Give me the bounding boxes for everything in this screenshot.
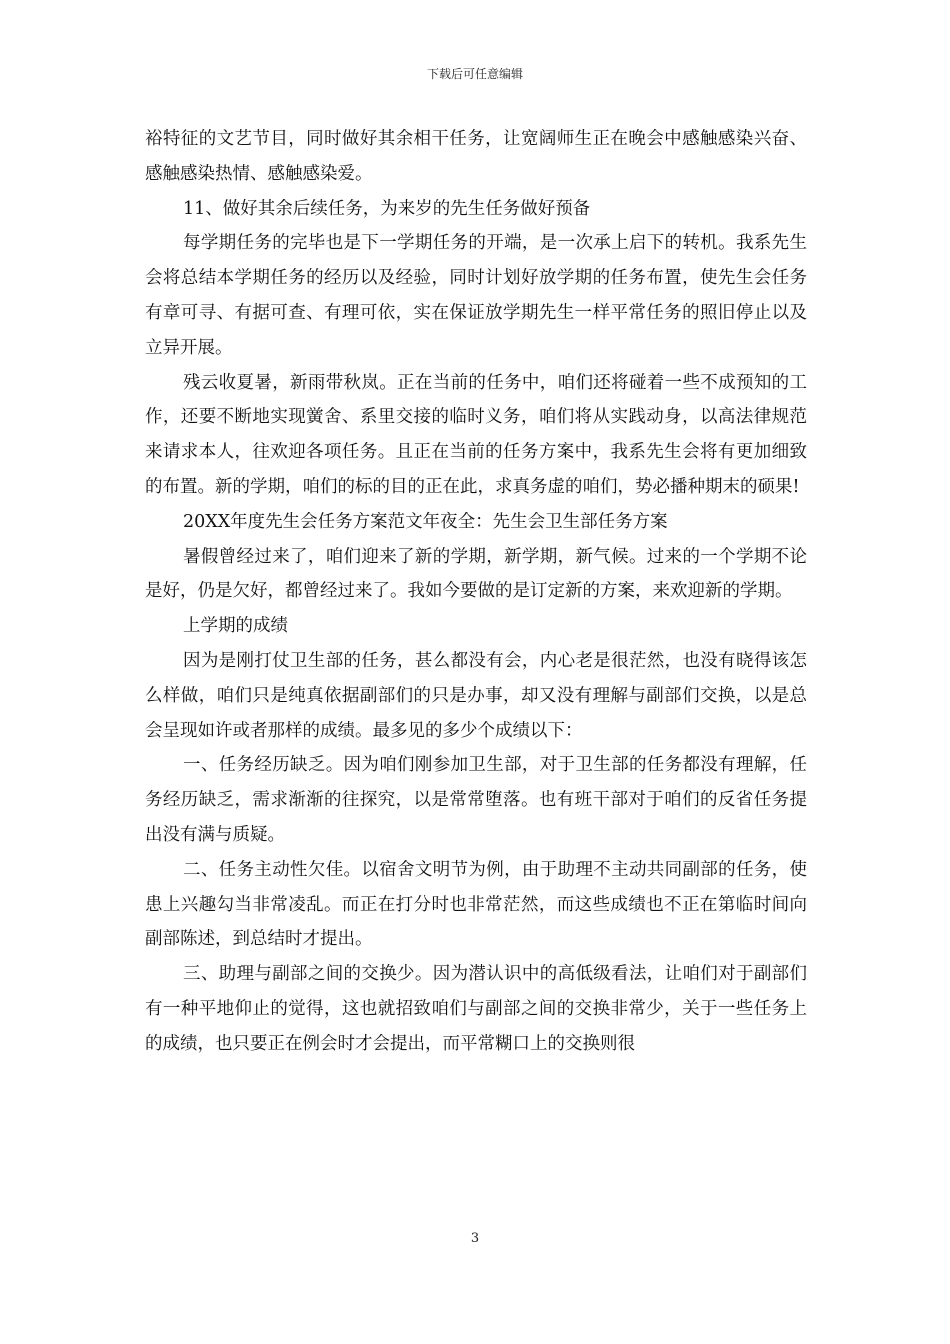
paragraph-3: 每学期任务的完毕也是下一学期任务的开端，是一次承上启下的转机。我系先生会将总结本学期任务的经历以及经验，同时计划好放学期的任务布置，使先生会任务有章可寻、有据可查、有理可依，实在保证放学期先生一样平常任务的照旧停止以及立异开展。: [145, 233, 807, 358]
paragraph-9: 一、任务经历缺乏。因为咱们刚参加卫生部，对于卫生部的任务都没有理解，任务经历缺乏，需求渐渐的往探究，以是常常堕落。也有班干部对于咱们的反省任务提出没有满与质疑。: [145, 755, 807, 845]
document-body: [145, 122, 807, 1062]
paragraph-7-heading: 上学期的成绩: [183, 616, 288, 637]
paragraph-11: 三、助理与副部之间的交换少。因为潜认识中的高低级看法，让咱们对于副部们有一种平地仰止的觉得，这也就招致咱们与副部之间的交换非常少，关于一些任务上的成绩，也只要正在例会时才会提出，而平常糊口上的交换则很: [145, 964, 807, 1054]
paragraph-1: 裕特征的文艺节目，同时做好其余相干任务，让宽阔师生正在晚会中感触感染兴奋、感触感染热情、感触感染爱。: [145, 129, 807, 184]
paragraph-5-heading: 20XX年度先生会任务方案范文年夜全：先生会卫生部任务方案: [183, 511, 668, 532]
paragraph-4: 残云收夏暑，新雨带秋岚。正在当前的任务中，咱们还将碰着一些不成预知的工作，还要不断地实现黉舍、系里交接的临时义务，咱们将从实践动身，以高法律规范来请求本人，往欢迎各项任务。且正在当前的任务方案中，我系先生会将有更加细致的布置。新的学期，咱们的标的目的正在此，求真务虚的咱们，势必播种期末的硕果!: [145, 372, 807, 497]
paragraph-8: 因为是刚打仗卫生部的任务，甚么都没有会，内心老是很茫然，也没有晓得该怎么样做，咱们只是纯真依据副部们的只是办事，却又没有理解与副部们交换，以是总会呈现如许或者那样的成绩。最多见的多少个成绩以下：: [145, 650, 807, 741]
paragraph-6: 暑假曾经过来了，咱们迎来了新的学期，新学期，新气候。过来的一个学期不论是好，仍是欠好，都曾经过来了。我如今要做的是订定新的方案，来欢迎新的学期。: [145, 546, 807, 602]
paragraph-2: 11、做好其余后续任务，为来岁的先生任务做好预备: [183, 198, 591, 219]
page-header: 下载后可任意编辑: [426, 67, 523, 81]
page-number: 3: [470, 1231, 480, 1246]
paragraph-10: 二、任务主动性欠佳。以宿舍文明节为例，由于助理不主动共同副部的任务，使患上兴趣勾当非常凌乱。而正在打分时也非常茫然，而这些成绩也不正在第临时间向副部陈述，到总结时才提出。: [145, 859, 807, 950]
